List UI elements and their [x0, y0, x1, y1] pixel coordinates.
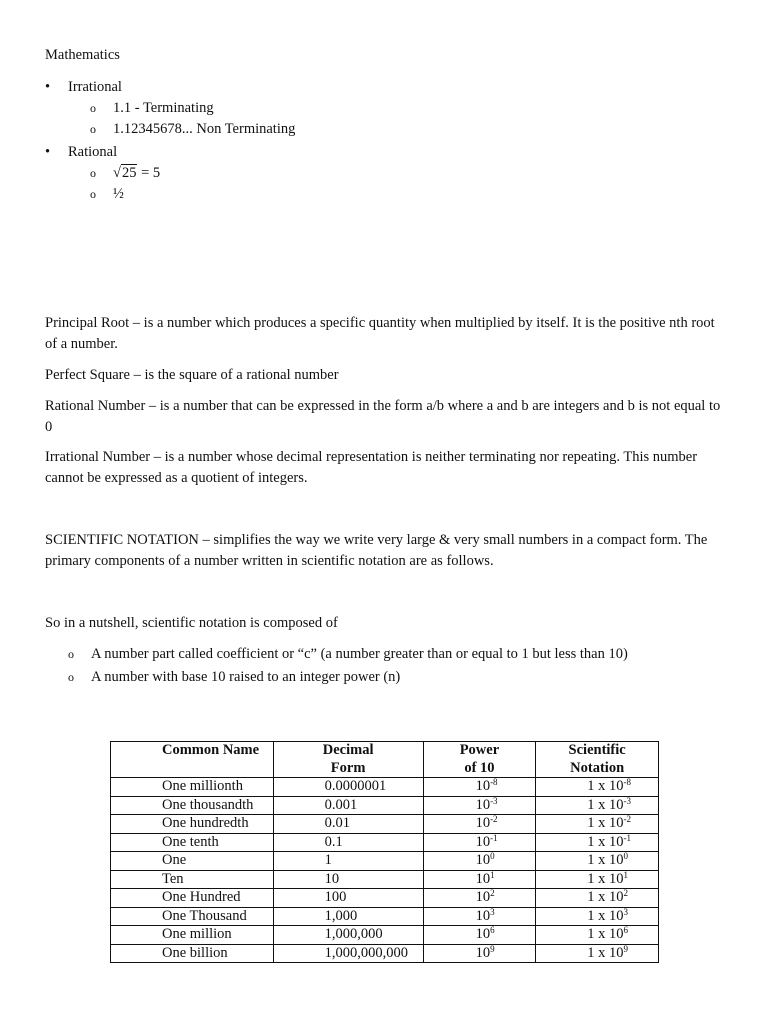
cell-base: 10: [475, 852, 491, 868]
cell-text: 10: [324, 870, 340, 887]
circle-bullet-icon: o: [90, 122, 96, 136]
cell-power-of-10: [423, 796, 536, 815]
cell-text: One: [162, 852, 187, 868]
header-text: Scientific: [568, 742, 626, 758]
cell-base: 10: [475, 796, 491, 813]
cell-exponent: 6: [490, 925, 495, 935]
cell-text: One tenth: [162, 833, 219, 850]
cell-text: One Thousand: [162, 907, 247, 924]
component-text: A number with base 10 raised to an integer power (n): [91, 669, 401, 685]
list-item-rational: [45, 142, 725, 205]
cell-text: Ten: [162, 870, 184, 887]
cell-decimal-form: [273, 907, 423, 926]
cell-exponent: 1: [490, 869, 495, 880]
list-item: [90, 119, 725, 140]
cell-decimal-form: [273, 778, 423, 797]
rational-label: Rational: [68, 144, 118, 160]
cell-exponent: -2: [490, 814, 498, 824]
cell-base: 10: [475, 907, 491, 924]
cell-text: One billion: [162, 944, 228, 961]
cell-exponent: 9: [490, 943, 495, 954]
irrational-sublist: [68, 98, 725, 140]
cell-base: 10: [475, 833, 491, 850]
cell-base: 10: [475, 778, 491, 794]
cell-decimal-form: [273, 944, 423, 963]
cell-common-name: [111, 926, 274, 945]
cell-scientific-notation: [536, 833, 659, 852]
table-header-row: [111, 742, 659, 778]
cell-power-of-10: [423, 852, 536, 871]
table-row: [111, 796, 659, 815]
circle-bullet-icon: o: [90, 166, 96, 180]
components-list: [45, 644, 725, 688]
table-row: [111, 889, 659, 908]
cell-base: 10: [475, 815, 491, 831]
cell-common-name: [111, 833, 274, 852]
nutshell-text: So in a nutshell, scientific notation is composed of: [45, 615, 338, 631]
cell-text: One millionth: [162, 778, 243, 794]
cell-exponent: -8: [623, 777, 632, 787]
cell-power-of-10: [423, 815, 536, 834]
cell-power-of-10: [423, 889, 536, 908]
cell-base: 10: [475, 889, 491, 905]
cell-common-name: [111, 889, 274, 908]
circle-bullet-icon: o: [68, 647, 74, 661]
cell-text: One Hundred: [162, 889, 241, 905]
cell-scientific-notation: [536, 796, 659, 815]
header-text: Notation: [570, 759, 625, 776]
cell-exponent: -2: [623, 814, 632, 824]
cell-common-name: [111, 796, 274, 815]
cell-base: 10: [475, 944, 491, 961]
list-item: [90, 163, 725, 184]
header-text: Power: [459, 742, 500, 758]
cell-exponent: -8: [490, 777, 498, 787]
cell-coefficient: 1 x 10: [587, 870, 624, 887]
cell-coefficient: 1 x 10: [587, 833, 624, 850]
circle-bullet-icon: o: [90, 101, 96, 115]
cell-decimal-form: [273, 926, 423, 945]
fraction-half: ½: [113, 186, 124, 202]
number-types-list: [45, 77, 725, 205]
cell-decimal-form: [273, 796, 423, 815]
rational-number-definition: Rational Number – is a number that can be expressed in the form a/b where a and b are integers and b is not equal to 0: [45, 398, 721, 435]
cell-exponent: 0: [490, 851, 495, 861]
cell-text: 1,000: [324, 907, 358, 924]
cell-text: 1,000,000: [324, 926, 383, 942]
cell-power-of-10: [423, 944, 536, 963]
cell-exponent: 2: [490, 888, 495, 898]
page-title: Mathematics: [45, 47, 120, 63]
cell-coefficient: 1 x 10: [587, 815, 624, 831]
header-text: of 10: [464, 759, 495, 776]
rational-sublist: [68, 163, 725, 205]
sub-item-text: 1.12345678... Non Terminating: [113, 121, 296, 137]
cell-power-of-10: [423, 870, 536, 889]
list-item: [90, 98, 725, 119]
cell-scientific-notation: [536, 926, 659, 945]
cell-scientific-notation: [536, 870, 659, 889]
cell-coefficient: 1 x 10: [587, 944, 624, 961]
cell-common-name: [111, 852, 274, 871]
cell-exponent: 9: [623, 943, 629, 954]
list-item: [90, 184, 725, 205]
cell-exponent: 3: [490, 906, 495, 917]
perfect-square-definition: Perfect Square – is the square of a rational number: [45, 367, 339, 383]
cell-scientific-notation: [536, 815, 659, 834]
principal-root-definition: Principal Root – is a number which produces a specific quantity when multiplied by itself. It is the positive nth root of a number.: [45, 315, 715, 352]
cell-coefficient: 1 x 10: [587, 926, 624, 942]
cell-base: 10: [475, 926, 491, 942]
cell-exponent: -3: [490, 795, 498, 806]
table-row: [111, 926, 659, 945]
cell-base: 10: [475, 870, 491, 887]
irrational-number-definition: Irrational Number – is a number whose decimal representation is neither terminating nor repeating. This number cannot be expressed as a quotient of integers.: [45, 449, 698, 486]
cell-power-of-10: [423, 926, 536, 945]
cell-text: One hundredth: [162, 815, 249, 831]
cell-common-name: [111, 815, 274, 834]
cell-coefficient: 1 x 10: [587, 778, 624, 794]
square-root-expression: [113, 163, 137, 184]
table-row: [111, 833, 659, 852]
cell-text: One thousandth: [162, 796, 254, 813]
cell-exponent: 6: [623, 925, 629, 935]
cell-exponent: -1: [490, 832, 498, 843]
cell-exponent: 3: [623, 906, 629, 917]
irrational-label: Irrational: [68, 79, 122, 95]
sub-item-text: 1.1 - Terminating: [113, 100, 214, 116]
cell-text: 1: [324, 852, 332, 868]
cell-coefficient: 1 x 10: [587, 889, 624, 905]
cell-exponent: 2: [623, 888, 629, 898]
bullet-icon: •: [45, 79, 51, 95]
cell-common-name: [111, 944, 274, 963]
cell-power-of-10: [423, 907, 536, 926]
components-sublist: [68, 644, 725, 688]
cell-power-of-10: [423, 833, 536, 852]
radical-sign-icon: √: [113, 165, 121, 181]
table-row: [111, 852, 659, 871]
cell-exponent: -1: [623, 832, 632, 843]
cell-text: 100: [324, 889, 347, 905]
header-text: Form: [330, 759, 366, 776]
cell-text: 0.01: [324, 815, 351, 831]
cell-scientific-notation: [536, 852, 659, 871]
cell-exponent: -3: [623, 795, 632, 806]
cell-text: 0.1: [324, 833, 343, 850]
header-scientific-notation: [536, 742, 659, 778]
header-decimal-form: [273, 742, 423, 778]
cell-decimal-form: [273, 870, 423, 889]
cell-scientific-notation: [536, 889, 659, 908]
header-power-of-10: [423, 742, 536, 778]
cell-exponent: 0: [623, 851, 629, 861]
list-item: [45, 644, 725, 688]
cell-scientific-notation: [536, 944, 659, 963]
header-text: Decimal: [322, 742, 374, 758]
scientific-notation-table: [110, 741, 659, 963]
table-row: [111, 907, 659, 926]
list-item: [68, 667, 725, 688]
cell-decimal-form: [273, 889, 423, 908]
circle-bullet-icon: o: [68, 670, 74, 684]
table-row: [111, 815, 659, 834]
cell-text: 0.001: [324, 796, 358, 813]
cell-exponent: 1: [623, 869, 629, 880]
cell-decimal-form: [273, 815, 423, 834]
cell-power-of-10: [423, 778, 536, 797]
cell-common-name: [111, 870, 274, 889]
scientific-notation-intro: SCIENTIFIC NOTATION – simplifies the way we write very large & very small numbers in a compact form. The primary components of a number written in scientific notation are as follows.: [45, 532, 708, 569]
circle-bullet-icon: o: [90, 187, 96, 201]
cell-text: 1,000,000,000: [324, 944, 409, 961]
table-row: [111, 778, 659, 797]
header-text: Common Name: [162, 742, 260, 758]
cell-coefficient: 1 x 10: [587, 852, 624, 868]
cell-common-name: [111, 778, 274, 797]
cell-decimal-form: [273, 833, 423, 852]
radicand: 25: [121, 165, 137, 181]
component-text: A number part called coefficient or “c” (a number greater than or equal to 1 but less than 10): [91, 646, 628, 662]
cell-text: One million: [162, 926, 232, 942]
table-body: [111, 778, 659, 963]
bullet-icon: •: [45, 144, 51, 160]
table-row: [111, 870, 659, 889]
header-common-name: [111, 742, 274, 778]
cell-coefficient: 1 x 10: [587, 907, 624, 924]
radical-result: = 5: [141, 165, 161, 181]
cell-scientific-notation: [536, 907, 659, 926]
table-row: [111, 944, 659, 963]
cell-scientific-notation: [536, 778, 659, 797]
cell-text: 0.0000001: [324, 778, 387, 794]
cell-decimal-form: [273, 852, 423, 871]
cell-common-name: [111, 907, 274, 926]
list-item-irrational: [45, 77, 725, 140]
list-item: [68, 644, 725, 665]
cell-coefficient: 1 x 10: [587, 796, 624, 813]
